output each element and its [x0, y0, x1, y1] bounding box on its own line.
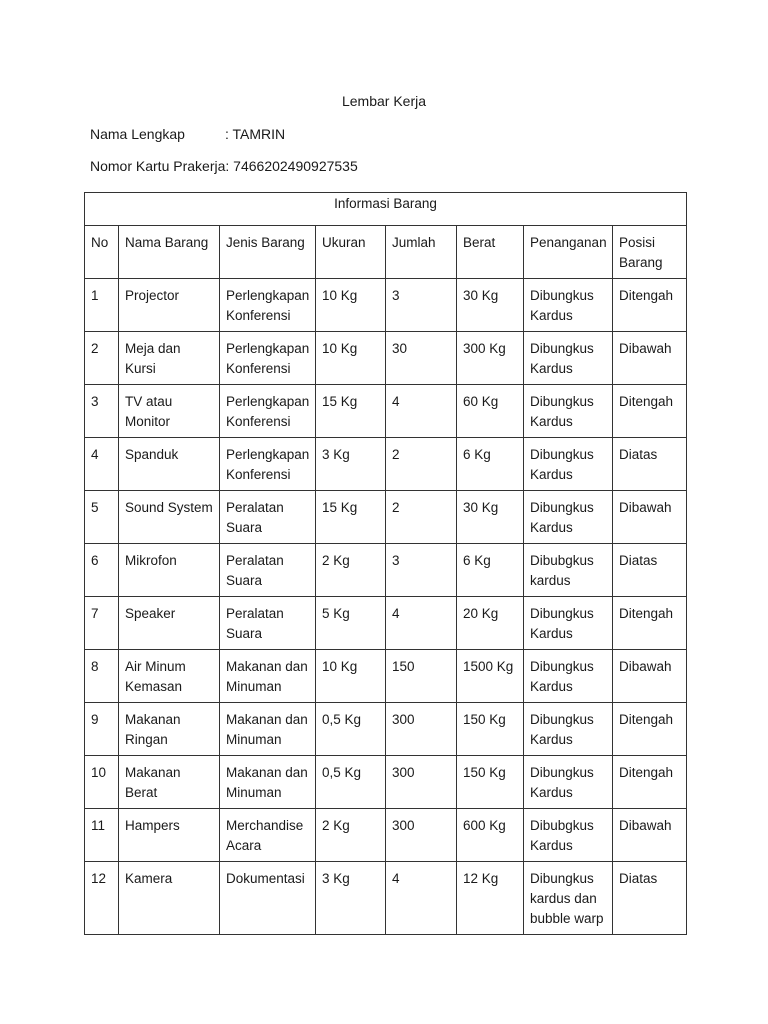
table-row: [85, 279, 687, 332]
table-cell: 6 Kg: [457, 544, 524, 597]
table-cell: Sound System: [119, 491, 220, 544]
table-cell: 8: [85, 650, 119, 703]
table-cell: Dibungkus Kardus: [524, 438, 613, 491]
table-cell: Dibungkus Kardus: [524, 650, 613, 703]
table-cell: 12 Kg: [457, 862, 524, 935]
table-cell: 5: [85, 491, 119, 544]
table-cell: Meja dan Kursi: [119, 332, 220, 385]
table-cell: 15 Kg: [316, 491, 386, 544]
table-cell: Perlengkapan Konferensi: [220, 332, 316, 385]
table-row: [85, 862, 687, 935]
name-value: : TAMRIN: [225, 126, 286, 142]
header-cell: Penanganan: [524, 226, 613, 279]
table-cell: Perlengkapan Konferensi: [220, 385, 316, 438]
table-cell: 4: [386, 862, 457, 935]
table-cell: Perlengkapan Konferensi: [220, 279, 316, 332]
table-cell: 6: [85, 544, 119, 597]
table-cell: Dibungkus Kardus: [524, 703, 613, 756]
card-number-value: : 7466202490927535: [225, 158, 358, 174]
table-cell: 30: [386, 332, 457, 385]
table-cell: 11: [85, 809, 119, 862]
table-cell: 30 Kg: [457, 279, 524, 332]
table-row: [85, 385, 687, 438]
table-row: [85, 491, 687, 544]
table-cell: Ditengah: [613, 385, 687, 438]
table-cell: Hampers: [119, 809, 220, 862]
table-cell: Mikrofon: [119, 544, 220, 597]
table-cell: Dibungkus kardus dan bubble warp: [524, 862, 613, 935]
table-cell: 0,5 Kg: [316, 703, 386, 756]
table-cell: Perlengkapan Konferensi: [220, 438, 316, 491]
table-row: [85, 544, 687, 597]
table-cell: 3: [386, 279, 457, 332]
table-cell: 0,5 Kg: [316, 756, 386, 809]
table-cell: 150 Kg: [457, 703, 524, 756]
card-number-line: [90, 158, 358, 174]
table-cell: 10: [85, 756, 119, 809]
table-cell: Ditengah: [613, 279, 687, 332]
header-cell: No: [85, 226, 119, 279]
table-cell: Diatas: [613, 544, 687, 597]
table-cell: 2 Kg: [316, 809, 386, 862]
table-caption: Informasi Barang: [85, 193, 687, 226]
header-cell: Berat: [457, 226, 524, 279]
table-cell: 30 Kg: [457, 491, 524, 544]
page-title: Lembar Kerja: [341, 93, 427, 109]
name-line: [90, 126, 285, 142]
table-row: [85, 756, 687, 809]
table-row: [85, 597, 687, 650]
table-cell: 5 Kg: [316, 597, 386, 650]
table-cell: Peralatan Suara: [220, 544, 316, 597]
table-cell: 10 Kg: [316, 650, 386, 703]
table-cell: Dibungkus Kardus: [524, 279, 613, 332]
table-cell: 2: [386, 438, 457, 491]
table-cell: 2: [386, 491, 457, 544]
table-cell: Projector: [119, 279, 220, 332]
table-cell: 150 Kg: [457, 756, 524, 809]
table-cell: Makanan Berat: [119, 756, 220, 809]
table-cell: 4: [386, 385, 457, 438]
table-cell: Dibungkus Kardus: [524, 332, 613, 385]
table-cell: 150: [386, 650, 457, 703]
table-cell: Dibawah: [613, 332, 687, 385]
item-table: [84, 192, 687, 935]
table-cell: Spanduk: [119, 438, 220, 491]
table-cell: 10 Kg: [316, 279, 386, 332]
table-cell: 10 Kg: [316, 332, 386, 385]
table-cell: Speaker: [119, 597, 220, 650]
table-cell: 12: [85, 862, 119, 935]
header-cell: Nama Barang: [119, 226, 220, 279]
table-cell: Makanan dan Minuman: [220, 703, 316, 756]
table-cell: 9: [85, 703, 119, 756]
table-cell: Dokumentasi: [220, 862, 316, 935]
table-cell: Makanan dan Minuman: [220, 650, 316, 703]
table-cell: Ditengah: [613, 756, 687, 809]
table-row: [85, 703, 687, 756]
table-cell: 3 Kg: [316, 862, 386, 935]
table-row: [85, 650, 687, 703]
table-cell: Diatas: [613, 438, 687, 491]
table-cell: 4: [85, 438, 119, 491]
table-cell: Merchandise Acara: [220, 809, 316, 862]
table-cell: Ditengah: [613, 597, 687, 650]
table-cell: Dibungkus Kardus: [524, 385, 613, 438]
table-caption-row: [85, 193, 687, 226]
table-cell: 2 Kg: [316, 544, 386, 597]
table-cell: Dibawah: [613, 491, 687, 544]
table-cell: Diatas: [613, 862, 687, 935]
table-cell: 300: [386, 756, 457, 809]
table-cell: 300 Kg: [457, 332, 524, 385]
table-cell: Dibungkus Kardus: [524, 491, 613, 544]
table-cell: 2: [85, 332, 119, 385]
table-cell: Dibawah: [613, 650, 687, 703]
table-cell: Dibungkus Kardus: [524, 597, 613, 650]
card-number-label: Nomor Kartu Prakerja: [90, 158, 226, 174]
table-cell: 7: [85, 597, 119, 650]
table-cell: Dibubgkus kardus: [524, 544, 613, 597]
table-header-row: [85, 226, 687, 279]
table-cell: Dibubgkus Kardus: [524, 809, 613, 862]
table-cell: Dibungkus Kardus: [524, 756, 613, 809]
table-cell: 1500 Kg: [457, 650, 524, 703]
table-cell: 20 Kg: [457, 597, 524, 650]
table-cell: Ditengah: [613, 703, 687, 756]
table-cell: 3 Kg: [316, 438, 386, 491]
name-label: Nama Lengkap: [90, 126, 185, 142]
table-row: [85, 332, 687, 385]
table-cell: TV atau Monitor: [119, 385, 220, 438]
header-cell: Posisi Barang: [613, 226, 687, 279]
table-cell: 1: [85, 279, 119, 332]
table-cell: Makanan dan Minuman: [220, 756, 316, 809]
table-cell: Makanan Ringan: [119, 703, 220, 756]
table-cell: 15 Kg: [316, 385, 386, 438]
header-cell: Ukuran: [316, 226, 386, 279]
table-row: [85, 438, 687, 491]
table-cell: 600 Kg: [457, 809, 524, 862]
table-cell: 3: [85, 385, 119, 438]
table-row: [85, 809, 687, 862]
table-cell: Peralatan Suara: [220, 597, 316, 650]
table-cell: Peralatan Suara: [220, 491, 316, 544]
table-cell: 3: [386, 544, 457, 597]
table-cell: 4: [386, 597, 457, 650]
header-cell: Jenis Barang: [220, 226, 316, 279]
table-cell: 6 Kg: [457, 438, 524, 491]
table-cell: 60 Kg: [457, 385, 524, 438]
table-cell: Dibawah: [613, 809, 687, 862]
header-cell: Jumlah: [386, 226, 457, 279]
table-cell: 300: [386, 703, 457, 756]
table-cell: 300: [386, 809, 457, 862]
table-cell: Kamera: [119, 862, 220, 935]
table-cell: Air Minum Kemasan: [119, 650, 220, 703]
